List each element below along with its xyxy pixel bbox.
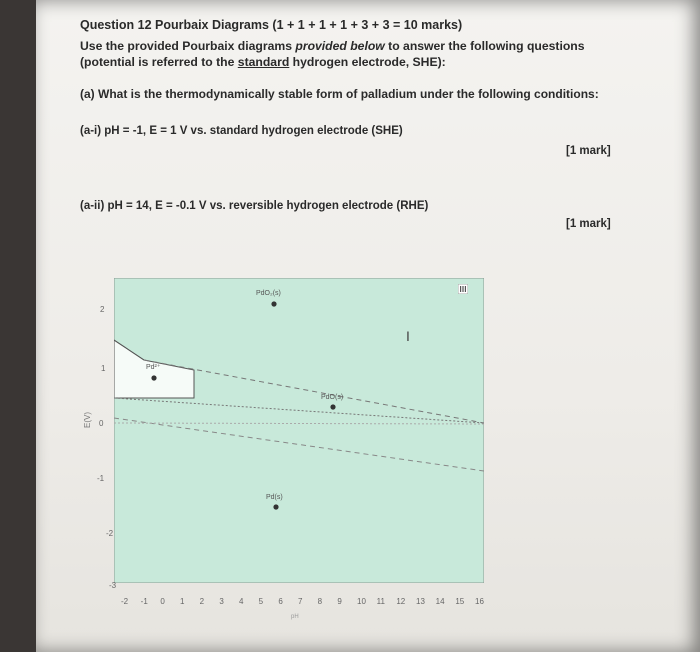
pd-label: Pd(s): [266, 494, 283, 501]
x-tick: 16: [475, 597, 484, 606]
x-tick: 11: [376, 597, 385, 606]
x-tick: 5: [258, 597, 264, 606]
menu-icon[interactable]: [458, 284, 468, 294]
x-tick: 13: [416, 597, 425, 606]
part-a-i-marks: [1 mark]: [566, 145, 611, 157]
pd-marker: [273, 504, 278, 509]
x-tick: 4: [239, 597, 244, 606]
x-axis-label: pH: [291, 614, 299, 620]
part-a-question: (a) What is the thermodynamically stable form of palladium under the following conditions:: [80, 87, 599, 101]
x-tick: 12: [396, 597, 406, 606]
pdo2-marker: [271, 301, 276, 306]
x-tick: 8: [317, 597, 323, 606]
x-tick: 10: [357, 597, 366, 606]
question-title: Question 12 Pourbaix Diagrams (1 + 1 + 1 + 1 + 3 + 3 = 10 marks): [80, 18, 463, 32]
pd2-label: Pd²⁺: [146, 364, 161, 371]
x-tick: 2: [199, 597, 205, 606]
x-tick: 0: [160, 597, 165, 606]
part-a-ii-marks: [1 mark]: [566, 218, 611, 230]
x-tick: 1: [180, 597, 185, 606]
x-tick: 7: [298, 597, 303, 606]
part-a-ii-question: (a-ii) pH = 14, E = -0.1 V vs. reversible hydrogen electrode (RHE): [80, 200, 429, 212]
pourbaix-plot-svg: [114, 278, 484, 583]
x-tick: 15: [455, 597, 465, 606]
x-tick: -1: [140, 597, 148, 606]
y-tick: 2: [100, 305, 105, 314]
y-axis-label: E(V): [83, 412, 92, 428]
x-tick: 3: [219, 597, 224, 606]
text-cursor-icon: I: [406, 328, 410, 344]
pdo-label: PdO(s): [321, 394, 344, 401]
x-tick: 9: [337, 597, 342, 606]
y-tick: -1: [97, 474, 105, 483]
y-tick: 0: [99, 419, 104, 428]
y-tick: 1: [101, 364, 106, 373]
part-a-i-question: (a-i) pH = -1, E = 1 V vs. standard hydrogen electrode (SHE): [80, 125, 403, 137]
x-tick: 6: [278, 597, 283, 606]
question-intro: Use the provided Pourbaix diagrams provided below to answer the following questions (potential is referred to the standard hydrogen electrode, SHE):: [80, 39, 585, 69]
pdo2-label: PdO₂(s): [256, 290, 281, 297]
x-tick: 14: [435, 597, 445, 606]
y-tick: -2: [106, 529, 114, 538]
pdo-marker: [330, 404, 335, 409]
stability-region-background: [114, 278, 484, 583]
x-tick: -2: [121, 597, 129, 606]
pd2-marker: [151, 375, 156, 380]
pourbaix-diagram: [114, 278, 484, 583]
y-tick: -3: [109, 581, 117, 590]
